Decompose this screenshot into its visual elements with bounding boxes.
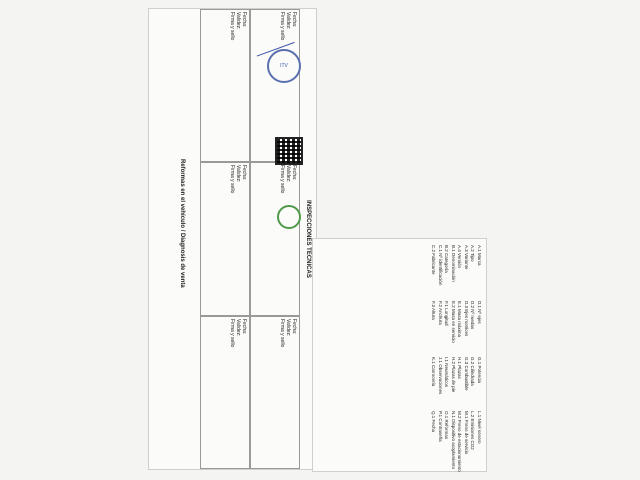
data-field: A.3 Variante: [464, 245, 469, 270]
data-field: P.1 Contraseña: [438, 411, 443, 442]
data-field: L.1 Nivel sonoro: [477, 411, 482, 444]
page-title: INSPECCIONES TECNICAS: [299, 9, 316, 469]
data-field: A.1 Marca: [477, 245, 482, 266]
itv-stamp: ITV: [267, 49, 301, 83]
data-field: D.3 Ejes motrices: [464, 301, 469, 337]
data-field: E.2 Masa en servicio: [451, 301, 456, 343]
data-field: M.1 Freno de servicio: [464, 411, 469, 455]
data-field: Q.1 Fecha: [431, 411, 437, 433]
signature-label: Firma y sello: [279, 319, 285, 348]
date-label: Fecha:: [291, 319, 297, 335]
itv-stamp-green: [277, 205, 301, 229]
data-field: A.2 Tipo: [470, 245, 476, 262]
validity-label: Validez:: [285, 165, 291, 183]
data-field: J.1 Observaciones: [438, 357, 443, 395]
data-field: H.2 Plazas de pie: [451, 357, 456, 393]
validity-label: Validez:: [285, 12, 291, 30]
date-label: Fecha:: [241, 165, 247, 181]
inspection-block: [250, 162, 300, 316]
data-column: [430, 245, 482, 285]
data-field: F.2 Anchura: [438, 301, 443, 325]
signature-label: Firma y sello: [229, 165, 235, 194]
data-column: [430, 411, 482, 472]
data-field: D.1 Nº ejes: [477, 301, 482, 324]
data-field: G.1 Potencia: [477, 357, 482, 384]
signature-label: Firma y sello: [229, 319, 235, 348]
data-field: F.1 Longitud: [444, 301, 450, 326]
data-field: C.2 Fabricante: [431, 245, 437, 275]
data-field: F.3 Altura: [431, 301, 437, 320]
date-label: Fecha:: [241, 319, 247, 335]
signature-label: Firma y sello: [229, 12, 235, 41]
data-field: G.2 Cilindrada: [470, 357, 476, 386]
data-field: K.1 Carrocería: [431, 357, 437, 387]
inspection-block: [200, 162, 250, 316]
data-column: [430, 357, 482, 394]
data-field: L.2 Emisiones CO2: [470, 411, 476, 450]
signature-label: Firma y sello: [279, 165, 285, 194]
data-field: B.1 Denominación: [451, 245, 456, 282]
inspection-block: [200, 9, 250, 162]
validity-label: Validez:: [285, 319, 291, 337]
data-field: E.1 Masa máxima: [457, 301, 463, 338]
data-field: G.3 Combustible: [464, 357, 469, 391]
inspection-block: [250, 316, 300, 469]
remarks-heading: Reformas en el vehículo / Diagnosis de venta: [179, 159, 185, 288]
validity-label: Validez:: [235, 319, 241, 337]
data-field: B.2 Categoría: [444, 245, 450, 273]
vehicle-data-page: [312, 238, 487, 472]
date-label: Fecha:: [241, 12, 247, 28]
signature-label: Firma y sello: [279, 12, 285, 41]
inspection-block: [200, 316, 250, 469]
date-label: Fecha:: [291, 165, 297, 181]
data-field: D.2 Nº ruedas: [470, 301, 476, 330]
validity-label: Validez:: [235, 165, 241, 183]
data-field: N.1 Dispositivo acoplamiento: [451, 411, 456, 470]
inspection-card-page: [148, 8, 317, 470]
vehicle-data-rotated: [313, 239, 486, 471]
qr-code-icon: [275, 137, 303, 165]
data-field: C.1 Nº identificación: [438, 245, 443, 286]
data-field: A.4 Versión: [457, 245, 463, 269]
data-field: O.1 Reformas: [444, 411, 450, 440]
data-column: [430, 301, 482, 343]
data-field: H.1 Plazas: [457, 357, 463, 379]
data-field: I.1 Neumáticos: [444, 357, 450, 388]
data-field: M.2 Freno de estacionamiento: [457, 411, 463, 472]
date-label: Fecha:: [291, 12, 297, 28]
validity-label: Validez:: [235, 12, 241, 30]
